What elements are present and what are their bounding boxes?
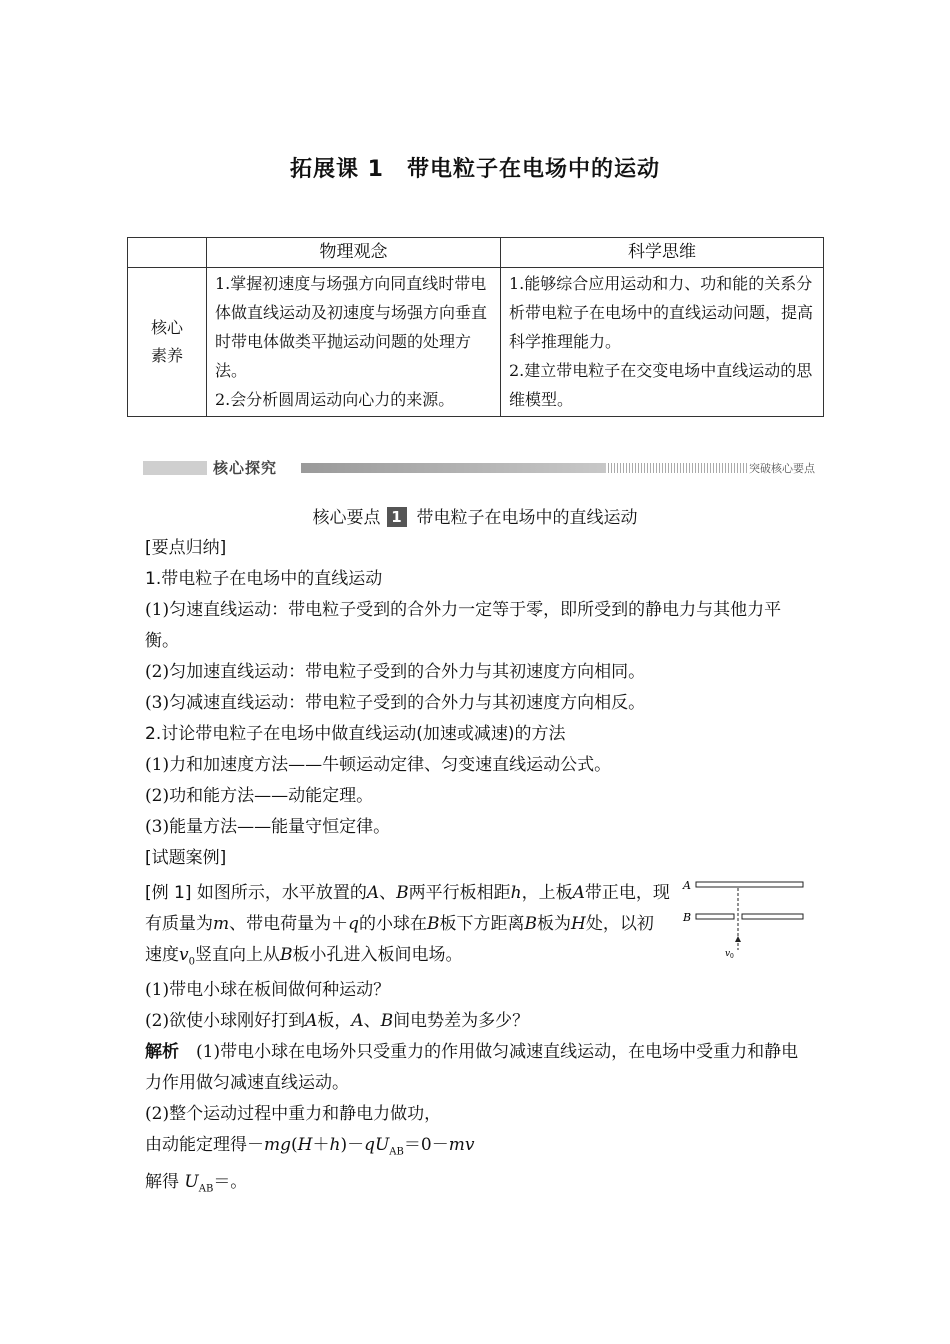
eq-fragment: ＝。 xyxy=(213,1172,248,1193)
summary-item: (1)匀速直线运动：带电粒子受到的合外力一定等于零，即所受到的静电力与其他力平衡。 xyxy=(145,600,782,651)
q2-fragment: 、 xyxy=(363,1011,381,1031)
banner-label: 核心探究 xyxy=(213,459,278,477)
plate-b-left xyxy=(696,914,734,919)
eq-var: qU xyxy=(364,1135,390,1155)
eq-sub: AB xyxy=(389,1146,404,1158)
example-fragment: 板下方距离 xyxy=(439,914,525,934)
question-1: (1)带电小球在板间做何种运动？ xyxy=(145,980,391,1000)
example-fragment: 两平行板相距 xyxy=(408,883,511,903)
var-h: h xyxy=(510,883,522,903)
example-fragment: 处，以初速度 xyxy=(145,914,654,965)
solution-1 xyxy=(145,1037,815,1099)
parallel-plates-figure xyxy=(678,874,808,964)
figure-label-v: v xyxy=(725,949,731,959)
question-2 xyxy=(145,1006,815,1037)
var-B: B xyxy=(524,914,538,934)
eq-sub: AB xyxy=(198,1183,214,1195)
example-fragment: 板为 xyxy=(537,914,572,934)
solution-text: (1)带电小球在电场外只受重力的作用做匀减速直线运动，在电场中受重力和静电力作用做匀减速直线运动。 xyxy=(145,1042,799,1093)
solution-2: (2)整个运动过程中重力和静电力做功， xyxy=(145,1104,442,1124)
eq-var: h xyxy=(329,1135,341,1155)
header-physics-concept: 物理观念 xyxy=(207,238,501,268)
solution-label: 解析 xyxy=(145,1042,179,1062)
example-fragment: 带正电，现有质量为 xyxy=(145,883,670,934)
summary-heading-1: 1.带电粒子在电场中的直线运动 xyxy=(145,569,383,589)
var-A: A xyxy=(351,1011,364,1031)
table-corner xyxy=(128,238,207,268)
var-B: B xyxy=(279,945,293,965)
eq-fragment: ( xyxy=(291,1135,298,1155)
var-B: B xyxy=(396,883,409,903)
summary-item: (2)功和能方法——动能定理。 xyxy=(145,786,374,806)
eq-fragment: ＋ xyxy=(312,1135,330,1155)
summary-heading-2: 2.讨论带电粒子在电场中做直线运动(加速或减速)的方法 xyxy=(145,724,566,744)
eq-fragment: )－ xyxy=(340,1135,365,1155)
banner-stripes xyxy=(608,463,748,473)
var-m: m xyxy=(213,914,230,934)
var-v0: v xyxy=(179,945,189,965)
eq-var: U xyxy=(184,1172,199,1193)
figure-label-b: B xyxy=(683,911,692,924)
eq-fragment: ＝0－ xyxy=(403,1135,449,1155)
solution-3 xyxy=(145,1130,815,1167)
example-fragment: 的小球在 xyxy=(359,914,428,934)
velocity-arrow xyxy=(735,936,741,942)
summary-item: (2)匀加速直线运动：带电粒子受到的合外力与其初速度方向相同。 xyxy=(145,662,646,682)
key-point-number: 1 xyxy=(387,507,407,527)
row-label-core-literacy: 核心 素养 xyxy=(128,268,207,417)
cell-scientific-thinking: 1.能够综合应用运动和力、功和能的关系分析带电粒子在电场中的直线运动问题，提高科学推理能力。 2.建立带电粒子在交变电场中直线运动的思维模型。 xyxy=(501,268,824,417)
key-point-prefix: 核心要点 xyxy=(312,508,381,528)
var-H: H xyxy=(571,914,586,934)
page-title: 拓展课 1 带电粒子在电场中的运动 xyxy=(290,157,660,182)
eq-fragment: 由动能定理得－ xyxy=(145,1135,264,1155)
plate-a xyxy=(696,882,803,887)
example-fragment: 如图所示，水平放置的 xyxy=(191,883,367,903)
var-B: B xyxy=(427,914,440,934)
eq-var: H xyxy=(297,1135,313,1155)
key-point-heading xyxy=(0,503,950,528)
example-text xyxy=(145,878,670,977)
example-label: [例 1] xyxy=(145,883,192,903)
summary-item: (1)力和加速度方法——牛顿运动定律、匀变速直线运动公式。 xyxy=(145,755,612,775)
section-banner xyxy=(143,458,815,478)
figure-label-v-sub: 0 xyxy=(730,953,734,960)
var-B: B xyxy=(380,1011,394,1031)
summary-item: (3)能量方法——能量守恒定律。 xyxy=(145,817,391,837)
var-A: A xyxy=(366,883,380,903)
example-fragment: 、带电荷量为＋ xyxy=(229,914,349,934)
example-fragment: ，上板 xyxy=(521,883,573,903)
var-A: A xyxy=(305,1011,318,1031)
example-fragment: 板小孔进入板间电场。 xyxy=(292,945,463,965)
banner-mid-bar xyxy=(301,463,606,473)
case-tag: [试题案例] xyxy=(145,848,227,868)
eq-var: mg xyxy=(264,1135,292,1155)
summary-item: (3)匀减速直线运动：带电粒子受到的合外力与其初速度方向相反。 xyxy=(145,693,646,713)
example-1 xyxy=(145,878,670,977)
eq-var: mv xyxy=(448,1135,475,1155)
core-literacy-table xyxy=(127,237,824,417)
example-fragment: 竖直向上从 xyxy=(194,945,280,965)
header-scientific-thinking: 科学思维 xyxy=(501,238,824,268)
figure-label-a: A xyxy=(683,879,691,892)
summary-tag: [要点归纳] xyxy=(145,538,227,558)
solution-4 xyxy=(145,1167,815,1204)
banner-right-label: 突破核心要点 xyxy=(749,462,815,475)
summary-section xyxy=(145,533,815,874)
banner-left-bar xyxy=(143,461,207,475)
var-v0-sub: 0 xyxy=(188,956,195,968)
var-A: A xyxy=(572,883,585,903)
q2-fragment: 板， xyxy=(317,1011,352,1031)
q2-fragment: 间电势差为多少？ xyxy=(393,1011,530,1031)
example-fragment: 、 xyxy=(379,883,397,903)
example-questions-and-solution xyxy=(145,975,815,1205)
var-q: q xyxy=(348,914,360,934)
plate-b-right xyxy=(742,914,803,919)
key-point-title: 带电粒子在电场中的直线运动 xyxy=(416,508,638,528)
eq-fragment: 解得 xyxy=(145,1172,185,1193)
q2-fragment: (2)欲使小球刚好打到 xyxy=(145,1011,306,1031)
cell-physics-concept: 1.掌握初速度与场强方向同直线时带电体做直线运动及初速度与场强方向垂直时带电体做类平抛运动问题的处理方法。 2.会分析圆周运动向心力的来源。 xyxy=(207,268,501,417)
